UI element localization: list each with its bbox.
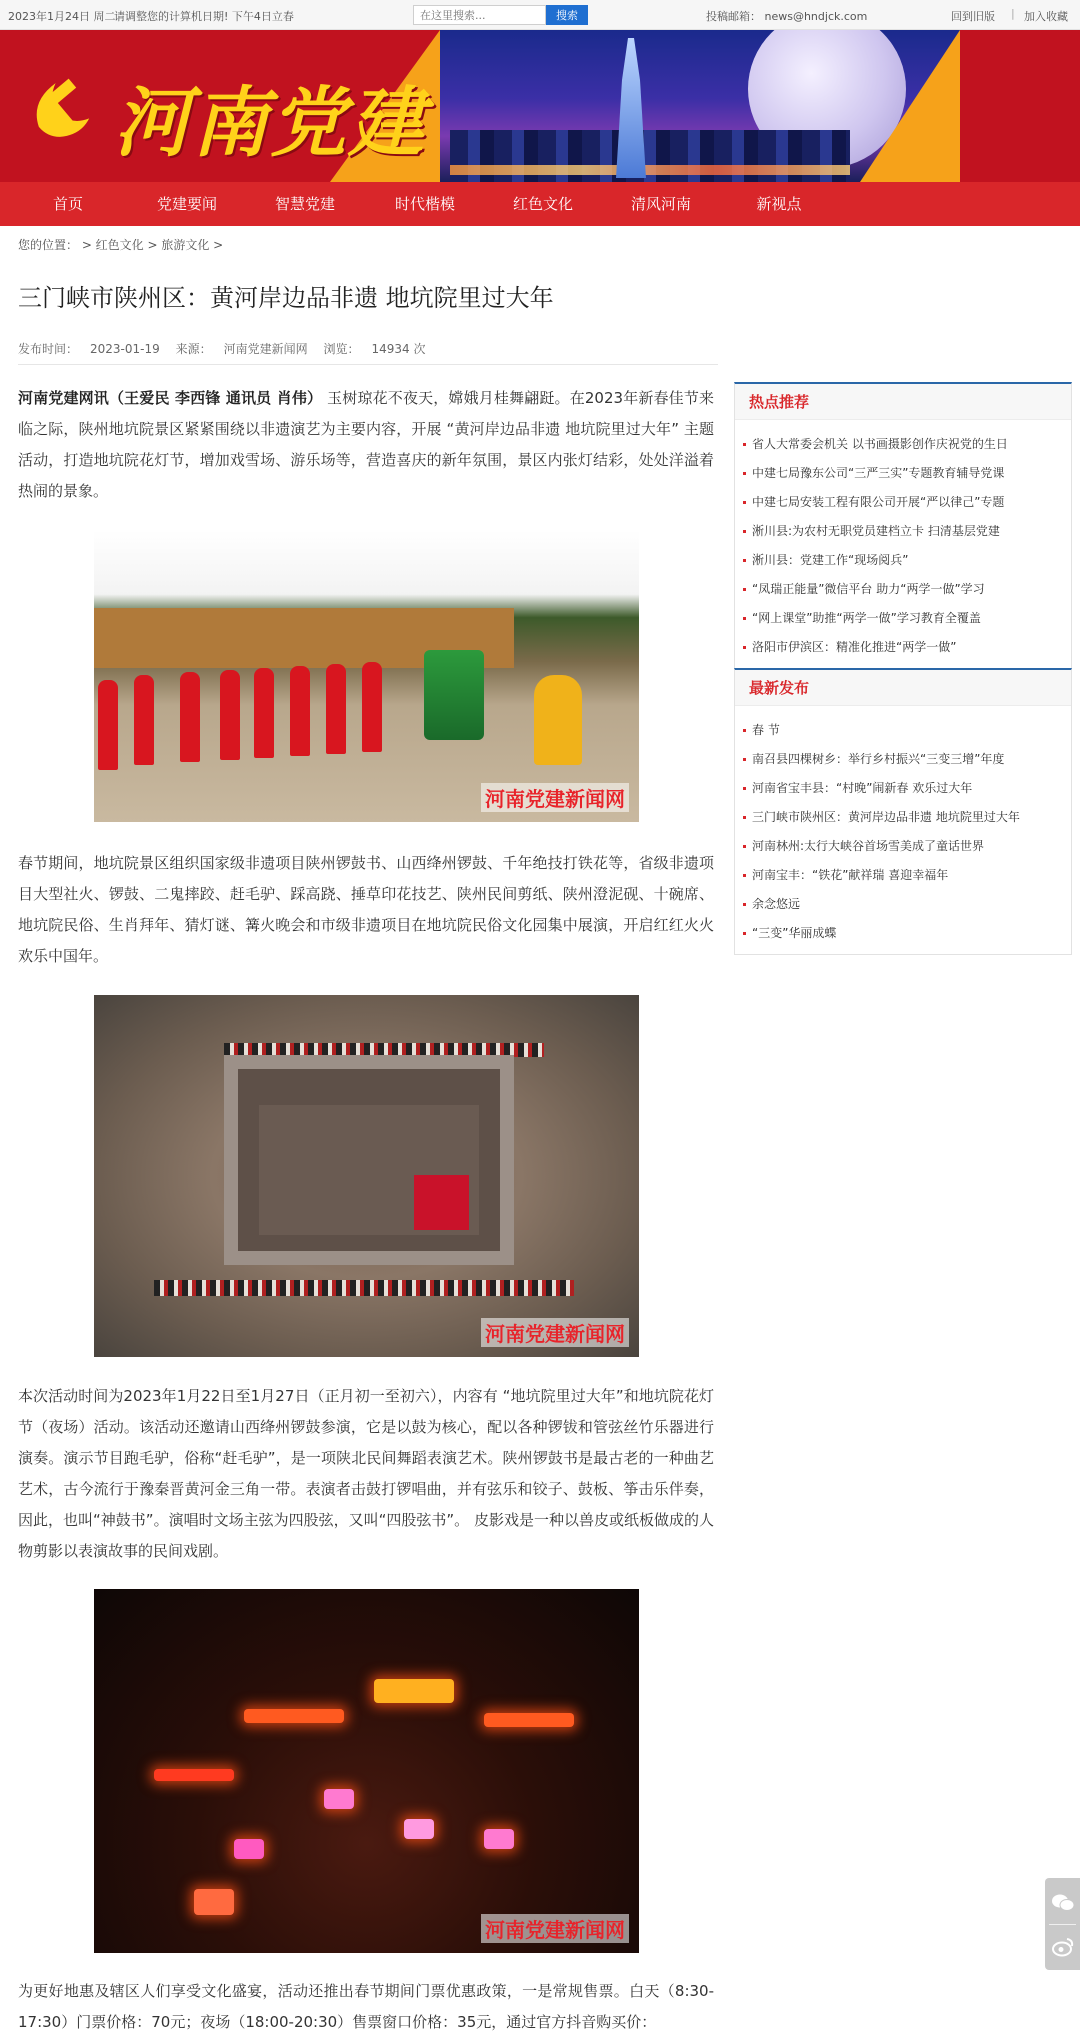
add-favorite-link[interactable]: 加入收藏 xyxy=(1024,10,1068,23)
list-item[interactable]: 南召县四棵树乡：举行乡村振兴“三变三增”年度 xyxy=(735,745,1071,774)
photo-lantern xyxy=(324,1789,354,1809)
photo-dancer xyxy=(180,672,200,762)
latest-release-box xyxy=(734,668,1072,955)
photo-dancer xyxy=(220,670,240,760)
article-paragraph: 本次活动时间为2023年1月22日至1月27日（正月初一至初六），内容有 “地坑院里过大年”和地坑院花灯节（夜场）活动。该活动还邀请山西绛州锣鼓参演，它是以鼓为核心，配以各种锣钹和管弦丝竹乐器进行演奏。演示节目跑毛驴，俗称“赶毛驴”，是一项陕北民间舞蹈表演艺术。陕州锣鼓书是最古老的一种曲艺艺术，古今流行于豫秦晋黄河金三角一带。表演者击鼓打锣唱曲，并有弦乐和铰子、鼓板、筝击乐伴奏，因此，也叫“神鼓书”。演唱时文场主弦为四股弦，又叫“四股弦书”。 皮影戏是一种以兽皮或纸板做成的人物剪影以表演故事的民间戏剧。 xyxy=(18,1387,714,1560)
party-emblem-icon xyxy=(22,68,106,152)
photo-dancer xyxy=(326,664,346,754)
list-item[interactable]: 洛阳市伊滨区：精准化推进“两学一做” xyxy=(735,633,1071,662)
latest-list xyxy=(735,706,1071,954)
latest-release-title: 最新发布 xyxy=(735,670,1071,706)
photo-lantern xyxy=(194,1889,234,1915)
banner-decor-red xyxy=(960,30,1080,182)
list-item[interactable]: 河南省宝丰县：“村晚”闹新春 欢乐过大年 xyxy=(735,774,1071,803)
top-utility-bar xyxy=(0,0,1080,30)
city-lights xyxy=(450,165,850,175)
nav-party-news[interactable]: 党建要闻 xyxy=(156,195,217,213)
nav-home[interactable]: 首页 xyxy=(52,195,83,213)
list-item[interactable]: 河南宝丰：“铁花”献祥瑞 喜迎幸福年 xyxy=(735,861,1071,890)
photo-dancer xyxy=(134,675,154,765)
nav-role-models[interactable]: 时代楷模 xyxy=(394,195,455,213)
site-banner xyxy=(0,30,1080,182)
search-input[interactable] xyxy=(413,5,546,25)
photo-watermark: 河南党建新闻网 xyxy=(481,783,629,812)
list-item[interactable]: 省人大常委会机关 以书画摄影创作庆祝党的生日 xyxy=(735,430,1071,459)
publish-label: 发布时间： xyxy=(18,342,79,356)
hot-recommend-box xyxy=(734,382,1072,669)
view-count: 14934 次 xyxy=(371,342,426,356)
meta-divider xyxy=(18,364,718,365)
share-divider xyxy=(1049,1924,1076,1925)
photo-dancer xyxy=(98,680,118,770)
photo-lantern xyxy=(374,1679,454,1703)
nav-new-view[interactable]: 新视点 xyxy=(756,195,802,213)
article-title: 三门峡市陕州区：黄河岸边品非遗 地坑院里过大年 xyxy=(18,284,554,312)
weibo-icon[interactable] xyxy=(1050,1934,1076,1960)
list-item[interactable]: 河南林州:太行大峡谷首场雪美成了童话世界 xyxy=(735,832,1071,861)
nav-red-culture[interactable]: 红色文化 xyxy=(512,195,573,213)
breadcrumb[interactable]: 您的位置： > 红色文化 > 旅游文化 > xyxy=(18,238,224,252)
photo-lantern xyxy=(244,1709,344,1723)
list-item[interactable]: “凤瑞正能量”微信平台 助力“两学一做”学习 xyxy=(735,575,1071,604)
photo-lantern xyxy=(154,1769,234,1781)
floating-share-bar xyxy=(1045,1878,1080,1970)
list-item[interactable]: “三变”华丽成蝶 xyxy=(735,919,1071,948)
photo-lantern xyxy=(404,1819,434,1839)
article-paragraph xyxy=(18,383,714,507)
date-notice: 请调整您的计算机日期! 下午4日立春 xyxy=(114,10,294,23)
nav-smart-party[interactable]: 智慧党建 xyxy=(274,195,335,213)
views-label: 浏览： xyxy=(323,342,360,356)
contribution-email[interactable]: 投稿邮箱： news@hndjck.com xyxy=(706,10,868,23)
hot-recommend-title: 热点推荐 xyxy=(735,384,1071,420)
list-item[interactable]: 春 节 xyxy=(735,716,1071,745)
paragraph-text: 玉树琼花不夜天，嫦娥月桂舞翩跹。在2023年新春佳节来临之际，陕州地坑院景区紧紧围绕以非遗演艺为主要内容，开展 “黄河岸边品非遗 地坑院里过大年” 主题活动，打造地坑院花灯节，增加戏雪场、游乐场等，营造喜庆的新年氛围，景区内张灯结彩，处处洋溢着热闹的景象。 xyxy=(18,389,714,500)
topbar-divider: | xyxy=(1011,7,1015,20)
list-item[interactable]: 中建七局安装工程有限公司开展“严以律己”专题 xyxy=(735,488,1071,517)
list-item[interactable]: 淅川县：党建工作“现场阅兵” xyxy=(735,546,1071,575)
list-item[interactable]: 淅川县:为农村无职党员建档立卡 扫清基层党建 xyxy=(735,517,1071,546)
photo-lantern xyxy=(484,1713,574,1727)
main-nav xyxy=(0,182,1080,226)
photo-sedan-chair xyxy=(424,650,484,740)
publish-date: 2023-01-19 xyxy=(90,342,160,356)
list-item[interactable]: “网上课堂”助推“两学一做”学习教育全覆盖 xyxy=(735,604,1071,633)
article-photo-night-lanterns xyxy=(94,1589,639,1953)
current-date: 2023年1月24日 周二 xyxy=(8,10,116,23)
wechat-icon[interactable] xyxy=(1050,1890,1076,1916)
nav-clean-henan[interactable]: 清风河南 xyxy=(630,195,691,213)
list-item[interactable]: 余念悠远 xyxy=(735,890,1071,919)
source-name: 河南党建新闻网 xyxy=(223,342,308,356)
article-photo-dance xyxy=(94,530,639,822)
photo-lantern xyxy=(484,1829,514,1849)
photo-dancer xyxy=(254,668,274,758)
article-paragraph: 为更好地惠及辖区人们享受文化盛宴，活动还推出春节期间门票优惠政策，一是常规售票。白天（8:30-17:30）门票价格：70元；夜场（18:00-20:30）售票窗口价格：35元，通过官方抖音购买价： xyxy=(18,1982,714,2031)
list-item[interactable]: 中建七局豫东公司“三严三实”专题教育辅导党课 xyxy=(735,459,1071,488)
photo-watermark: 河南党建新闻网 xyxy=(481,1914,629,1943)
photo-crowd xyxy=(154,1280,574,1296)
search-button[interactable]: 搜索 xyxy=(546,5,588,25)
list-item[interactable]: 三门峡市陕州区：黄河岸边品非遗 地坑院里过大年 xyxy=(735,803,1071,832)
photo-dancer xyxy=(362,662,382,752)
article-byline: 河南党建网讯（王爱民 李西锋 通讯员 肖伟） xyxy=(18,389,323,407)
article-meta xyxy=(18,340,437,357)
photo-dancer xyxy=(290,666,310,756)
banner-decor-right xyxy=(860,30,960,182)
photo-lantern xyxy=(234,1839,264,1859)
source-label: 来源： xyxy=(175,342,212,356)
photo-watermark: 河南党建新闻网 xyxy=(481,1318,629,1347)
hot-list xyxy=(735,420,1071,668)
photo-red-carpet xyxy=(414,1175,469,1230)
site-logo[interactable]: 河南党建 xyxy=(114,78,426,167)
article-paragraph: 春节期间，地坑院景区组织国家级非遗项目陕州锣鼓书、山西绛州锣鼓、千年绝技打铁花等，省级非遗项目大型社火、锣鼓、二鬼摔跤、赶毛驴、踩高跷、捶草印花技艺、陕州民间剪纸、陕州澄泥砚、十碗席、地坑院民俗、生肖拜年、猜灯谜、篝火晚会和市级非遗项目在地坑院民俗文化园集中展演，开启红红火火欢乐中国年。 xyxy=(18,854,714,965)
search-box xyxy=(413,5,588,25)
old-version-link[interactable]: 回到旧版 xyxy=(951,10,995,23)
photo-performer xyxy=(534,675,582,765)
article-photo-courtyard xyxy=(94,995,639,1357)
